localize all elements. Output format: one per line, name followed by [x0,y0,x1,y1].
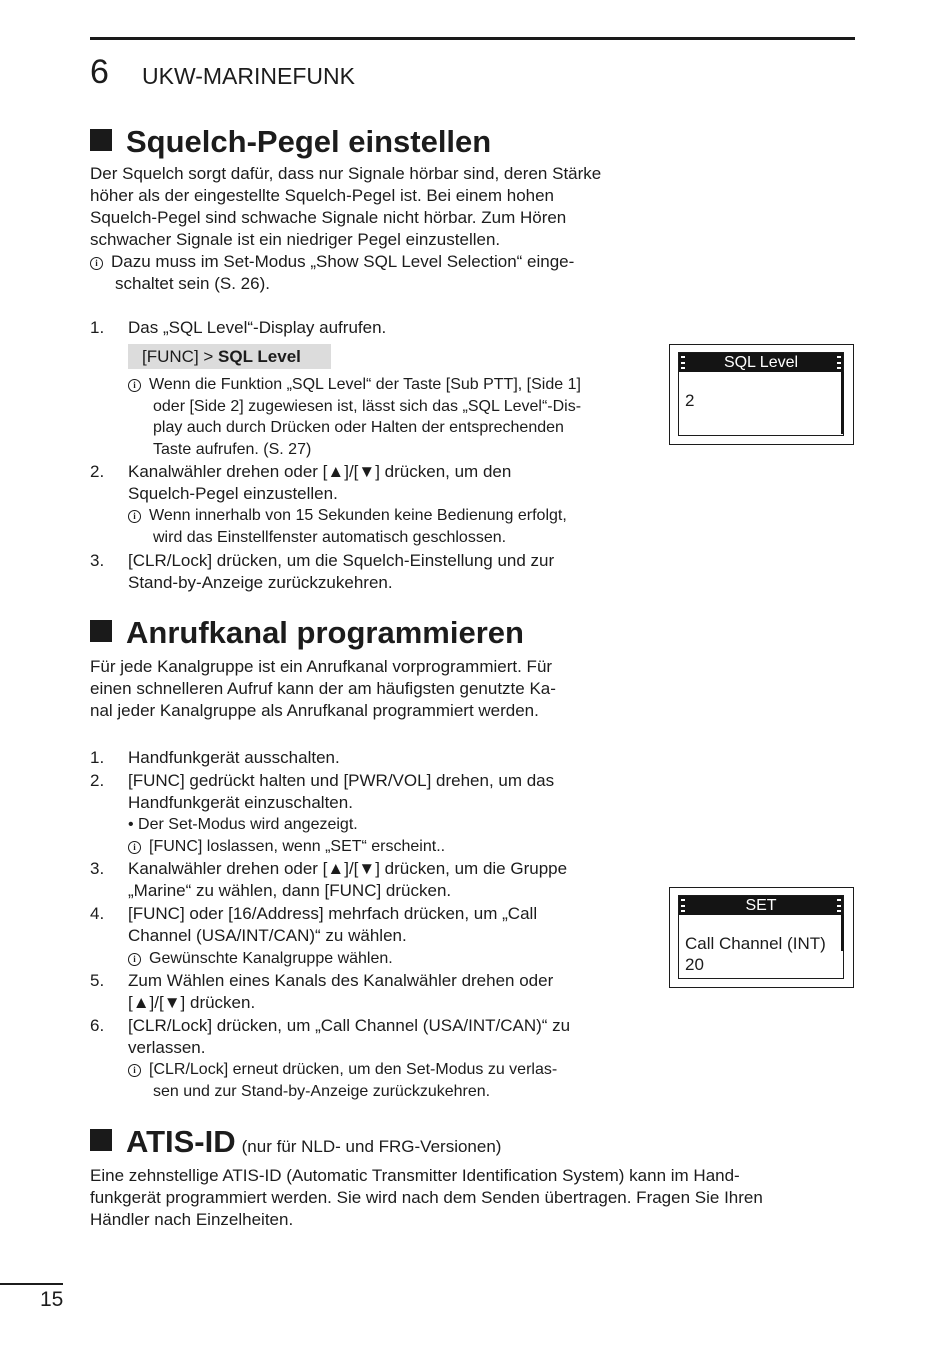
step-text: [CLR/Lock] drücken, um die Squelch-Einstellung und zur Stand-by-Anzeige zurückzukehren. [128,551,555,592]
menu-marks-icon [681,356,685,369]
atis-text: Eine zehnstellige ATIS-ID (Automatic Transmitter Identification System) kann im Hand- funkgerät programmiert werden. Sie wird nach dem Senden übertragen. Fragen Sie Ihren Händler nach Einzelheiten. [90,1166,763,1229]
step-number: 2. [90,771,105,790]
step-text: Kanalwähler drehen oder [▲]/[▼] drücken, um den Squelch-Pegel einzustellen. [128,462,512,503]
lcd-title-bar [679,353,843,372]
step-number: 3. [90,859,105,878]
lcd-screen [678,895,844,979]
section-square-icon [90,129,112,151]
info-icon: i [128,379,141,392]
info-icon: i [128,953,141,966]
info-icon: i [128,510,141,523]
text-line: Der Squelch sorgt dafür, dass nur Signale hörbar sind, deren Stärke [90,164,602,183]
chapter-title: UKW-MARINEFUNK [142,63,355,89]
header-rule [90,37,855,40]
anruf-intro: Für jede Kanalgruppe ist ein Anrufkanal vorprogrammiert. Für einen schnelleren Aufruf kann der am häufigsten genutzte Ka- nal jeder Kanalgruppe als Anrufkanal programmiert werden. [90,657,556,720]
chapter-number: 6 [90,53,109,91]
text-line: schwacher Signale ist ein niedriger Pegel einzustellen. [90,230,501,249]
step-number: 5. [90,971,105,990]
section-square-icon [90,620,112,642]
page-number: 15 [40,1288,64,1311]
key-sequence: [FUNC] > SQL Level [128,344,331,369]
page-number-rule [0,1283,63,1285]
anruf-heading: Anrufkanal programmieren [90,615,524,651]
lcd-title: SQL Level [723,354,799,371]
step-number: 3. [90,551,105,570]
text-line: Squelch-Pegel sind schwache Signale nicht hörbar. Zum Hören [90,208,567,227]
step-text: [CLR/Lock] drücken, um „Call Channel (USA/INT/CAN)“ zu verlassen. [128,1016,571,1057]
lcd-title: SET [745,897,777,914]
lcd-title-bar [679,896,843,915]
step-text: Das „SQL Level“-Display aufrufen. [128,318,387,337]
step2-note: i Wenn innerhalb von 15 Sekunden keine Bedienung erfolgt, wird das Einstellfenster automatisch geschlossen. [128,505,567,548]
scrollbar [841,372,844,434]
step4-note: i Gewünschte Kanalgruppe wählen. [128,948,393,970]
step-text: [FUNC] oder [16/Address] mehrfach drücken, um „Call Channel (USA/INT/CAN)“ zu wählen. [128,904,538,945]
step-number: 6. [90,1016,105,1035]
setting-name: Call Channel (INT) [685,934,826,953]
info-icon: i [128,1064,141,1077]
step-number: 1. [90,748,105,767]
step-text: Handfunkgerät ausschalten. [128,748,340,767]
step-text: Kanalwähler drehen oder [▲]/[▼] drücken, um die Gruppe „Marine“ zu wählen, dann [FUNC] drücken. [128,859,568,900]
atis-heading-note: (nur für NLD- und FRG-Versionen) [241,1137,502,1156]
menu-marks-icon [681,899,685,912]
step-number: 4. [90,904,105,923]
menu-marks-icon [837,356,841,369]
step6-note: i [CLR/Lock] erneut drücken, um den Set-Modus zu verlas- sen und zur Stand-by-Anzeige zurückzukehren. [128,1059,557,1102]
sql-level-display [669,344,854,445]
step-text: [FUNC] gedrückt halten und [PWR/VOL] drehen, um das Handfunkgerät einzuschalten. [128,771,555,812]
text-line: höher als der eingestellte Squelch-Pegel ist. Bei einem hohen [90,186,555,205]
menu-marks-icon [837,899,841,912]
info-icon: i [90,257,103,270]
step-text: Zum Wählen eines Kanals des Kanalwähler drehen oder [▲]/[▼] drücken. [128,971,554,1012]
scrollbar [841,915,844,951]
step-number: 2. [90,462,105,481]
setting-value: 20 [685,955,704,974]
squelch-note: i Dazu muss im Set-Modus „Show SQL Level Selection“ einge- schaltet sein (S. 26). [90,251,574,295]
step-number: 1. [90,318,105,337]
lcd-screen [678,352,844,436]
step2-note: i [FUNC] loslassen, wenn „SET“ erscheint.. [128,836,445,858]
section-square-icon [90,1129,112,1151]
set-mode-display [669,887,854,988]
step2-bullet: • Der Set-Modus wird angezeigt. [128,816,358,833]
sql-level-value: 2 [685,391,695,410]
step1-note: i Wenn die Funktion „SQL Level“ der Taste [Sub PTT], [Side 1] oder [Side 2] zugewiesen ist, lässt sich das „SQL Level“-Dis- play auch durch Drücken oder Halten der entsprechenden Taste aufrufen. (S. 27) [128,374,581,460]
squelch-heading: Squelch-Pegel einstellen [90,124,491,160]
atis-heading: ATIS-ID (nur für NLD- und FRG-Versionen) [90,1124,501,1165]
info-icon: i [128,841,141,854]
squelch-intro [90,163,601,251]
